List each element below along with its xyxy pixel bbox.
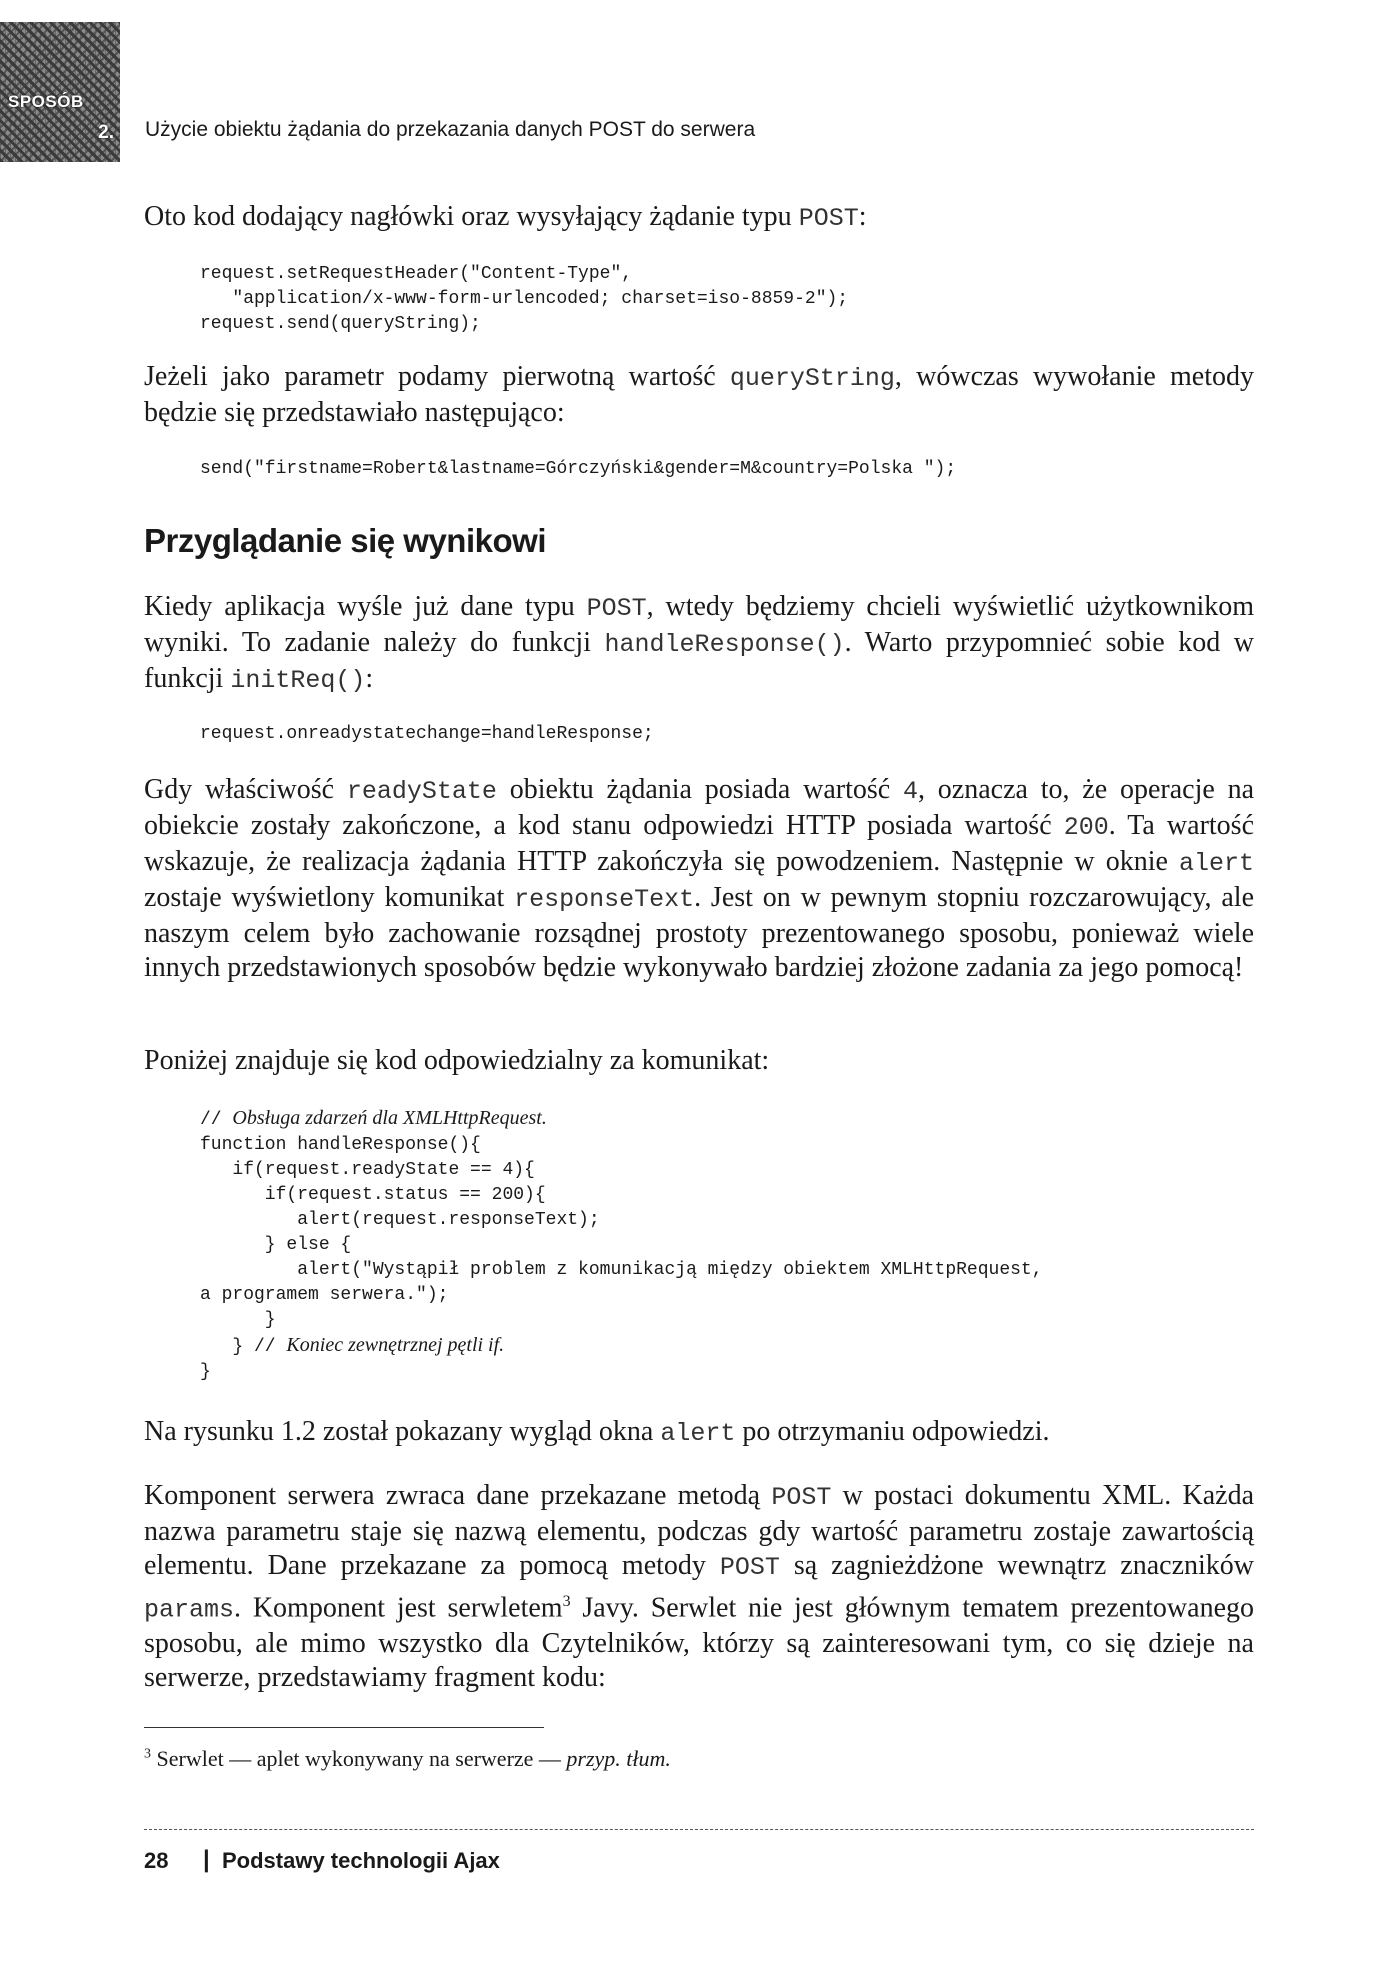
inline-code: 200 [1063,813,1109,842]
method-badge [0,22,120,162]
code-block-onreadystatechange: request.onreadystatechange=handleResponse; [200,724,654,744]
comment-marker: // [200,1110,233,1130]
paragraph-code-intro: Poniżej znajduje się kod odpowiedzialny za komunikat: [144,1045,770,1076]
inline-code: alert [1178,849,1254,878]
code-line: } // [200,1337,287,1357]
text: Na rysunku 1.2 został pokazany wygląd okna [144,1416,661,1447]
text: : [858,201,867,232]
inline-code: handleResponse() [604,630,845,659]
badge-label: SPOSÓB [8,92,84,111]
text: . Warto przypomnieć sobie kod w funkcji [144,627,1255,694]
text: . Ta wartość wskazuje, że realizacja żądania HTTP zakończyła się powodzeniem. Następnie w oknie [144,810,1254,877]
text: w postaci dokumentu XML. Każda nazwa parametru staje się nazwą elementu, podczas gdy wartość parametru zostaje zawartością elementu. Dane przekazane za pomocą metody [144,1480,1254,1581]
inline-code: POST [798,204,859,233]
footnote-number: 3 [144,1746,151,1762]
footer-rule [144,1829,1254,1830]
paragraph-figure-ref [144,1415,1254,1451]
text: po otrzymaniu odpowiedzi. [735,1416,1050,1447]
text: obiektu żądania posiada wartość [496,774,903,805]
paragraph-server-component [144,1479,1254,1695]
text: Jeżeli jako parametr podamy pierwotną wartość [144,361,730,392]
footer-separator: | [203,1846,210,1873]
code-line: } [200,1362,211,1382]
code-block-send-example: send("firstname=Robert&lastname=Górczyński&gender=M&country=Polska "); [200,459,957,479]
footnote-ref[interactable]: 3 [562,1593,571,1610]
paragraph-intro [144,200,1254,236]
running-head: Użycie obiektu żądania do przekazania danych POST do serwera [145,118,756,141]
code-body: function handleResponse(){ if(request.readyState == 4){ if(request.status == 200){ alert(request.responseText); } else { alert("Wystąpił problem z komunikacją między obiektem XMLHttpRequest, a programem serwera."); } [200,1135,1043,1330]
inline-code: queryString [729,364,895,393]
inline-code: initReq() [230,666,366,695]
paragraph-readystate [144,773,1254,985]
inline-code: POST [586,594,647,623]
code-block-send: request.setRequestHeader("Content-Type", "application/x-www-form-urlencoded; charset=iso-8859-2"); request.send(queryString); [200,264,849,334]
footnote-italic: przyp. tłum. [566,1746,671,1771]
inline-code: POST [771,1483,832,1512]
paragraph-querystring [144,360,1254,430]
code-comment: Obsługa zdarzeń dla XMLHttpRequest. [232,1107,547,1129]
text: . Komponent jest serwletem [234,1592,563,1624]
inline-code: responseText [514,885,695,914]
text: są zagnieżdżone wewnątrz znaczników [779,1550,1254,1581]
text: Gdy właściwość [144,774,347,805]
inline-code: alert [660,1419,736,1448]
text: Komponent serwera zwraca dane przekazane metodą [144,1480,772,1511]
text: , oznacza to, że operacje na obiekcie zostały zakończone, a kod stanu odpowiedzi HTTP posiada wartość [144,774,1254,841]
text: Oto kod dodający nagłówki oraz wysyłający żądanie typu [144,201,799,232]
paragraph-results [144,590,1254,698]
text: . Jest on w pewnym stopniu rozczarowujący, ale naszym celem było zachowanie rozsądnej prostoty prezentowanego sposobu, ponieważ wiele innych przedstawionych sposobów będzie wykonywało bardziej złożone zadania za jego pomocą! [144,882,1254,983]
footnote [144,1746,1044,1772]
text: , wówczas wywołanie metody będzie się przedstawiało następująco: [144,361,1254,428]
inline-code: params [144,1595,235,1625]
section-heading: Przyglądanie się wynikowi [144,522,546,559]
text: : [365,663,374,694]
footnote-rule [144,1727,544,1728]
book-title: Podstawy technologii Ajax [222,1848,500,1873]
code-block-handleresponse [200,1106,1043,1385]
inline-code: POST [719,1553,780,1582]
text: Javy. Serwlet nie jest głównym tematem prezentowanego sposobu, ale mimo wszystko dla Czytelników, którzy są zainteresowani tym, co się dzieje na serwerze, przedstawiamy fragment kodu: [144,1592,1254,1694]
text: Kiedy aplikacja wyśle już dane typu [144,591,587,622]
code-comment: Koniec zewnętrznej pętli if. [286,1334,505,1356]
badge-number: 2. [98,122,114,143]
text: , wtedy będziemy chcieli wyświetlić użytkownikom wyniki. To zadanie należy do funkcji [144,591,1254,658]
text: zostaje wyświetlony komunikat [144,882,515,913]
inline-code: readyState [346,777,497,806]
footnote-text: Serwlet — aplet wykonywany na serwerze — [151,1746,567,1771]
page-number: 28 [144,1848,169,1873]
inline-code: 4 [902,777,918,806]
